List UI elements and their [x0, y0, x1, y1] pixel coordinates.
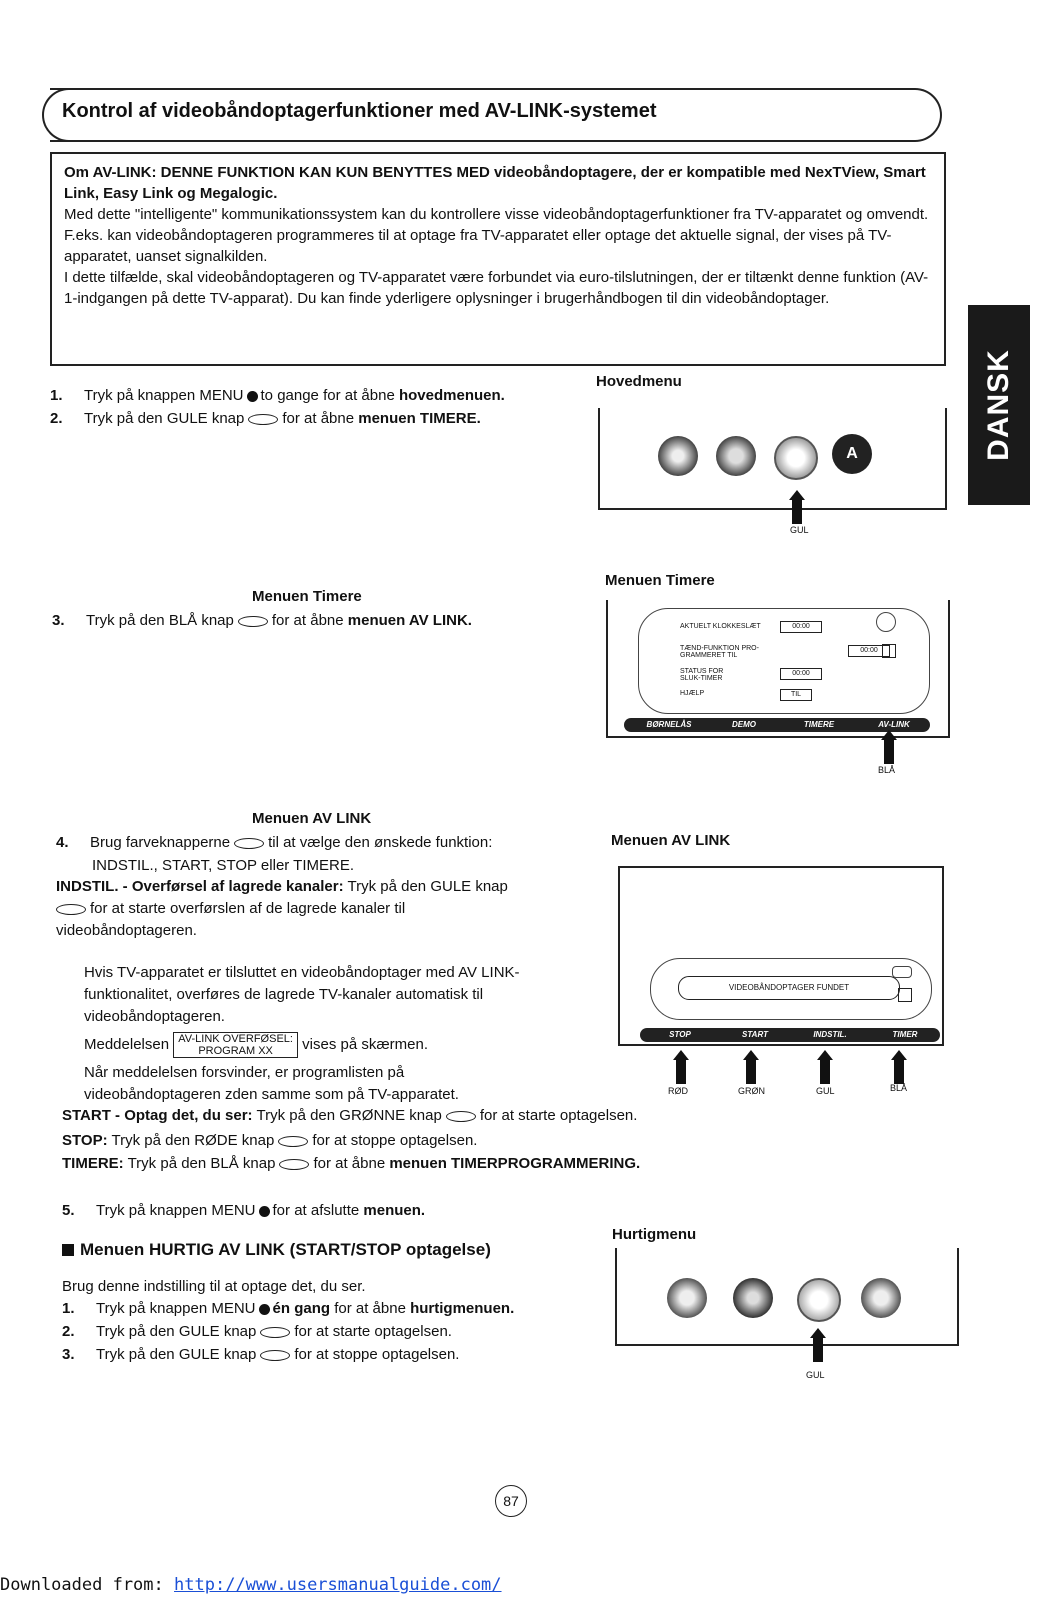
hurtig-intro: Brug denne indstilling til at optage det, du ser. [62, 1278, 366, 1295]
color-button-icon [260, 1327, 290, 1338]
tab-timere: TIMERE [803, 720, 835, 729]
footer-prefix: Downloaded from: [0, 1575, 164, 1595]
step-text: for at åbne [282, 410, 355, 427]
up-arrow-icon [746, 1058, 756, 1084]
menu-button-icon [259, 1206, 270, 1217]
start-label: START - Optag det, du ser: [62, 1107, 253, 1124]
calendar-icon [898, 988, 912, 1002]
calendar-icon [882, 644, 896, 658]
stop-text: Tryk på den RØDE knap [111, 1132, 275, 1149]
message-box [173, 1032, 298, 1058]
step-number: 3. [52, 612, 65, 629]
meddelelse-line [84, 1032, 604, 1058]
step-5 [62, 1200, 662, 1222]
info-box [50, 152, 946, 366]
meddelelse-text: vises på skærmen. [302, 1035, 429, 1053]
menu-value: TIL [780, 689, 812, 701]
step-number: 1. [50, 387, 63, 404]
arrow-label-gul: GUL [816, 1086, 835, 1096]
menu-button-icon [259, 1304, 270, 1315]
step-text: Tryk på den GULE knap [96, 1323, 257, 1340]
vcr-found-message: VIDEOBÅNDOPTAGER FUNDET [678, 976, 900, 1000]
vcr-icon [892, 966, 912, 978]
hvis-paragraph [84, 962, 604, 1028]
timere-label: TIMERE: [62, 1155, 124, 1172]
menu-row: STATUS FOR SLUK-TIMER [680, 668, 724, 682]
up-arrow-icon [676, 1058, 686, 1084]
tab-av-link: AV-LINK [878, 720, 910, 729]
hurtig-step-3 [62, 1344, 622, 1366]
arrow-label: GUL [790, 525, 809, 535]
naar-line: videobåndoptageren zden samme som på TV-apparatet. [84, 1086, 459, 1103]
timere-emphasis: menuen TIMERPROGRAMMERING. [389, 1155, 641, 1172]
tab-stop: STOP [669, 1030, 691, 1039]
step-text: Tryk på den GULE knap [84, 410, 245, 427]
setup-icon: A [832, 434, 872, 474]
up-arrow-icon [884, 738, 894, 764]
up-arrow-icon [813, 1336, 823, 1362]
footer-link[interactable]: http://www.usersmanualguide.com/ [174, 1575, 502, 1595]
indstil-paragraph [56, 876, 616, 942]
picture-icon [667, 1278, 707, 1318]
step-4-options: INDSTIL., START, STOP eller TIMERE. [92, 857, 355, 874]
menu-value: 00:00 [780, 621, 822, 633]
avlink-tabbar [640, 1028, 940, 1042]
menu-button-icon [247, 391, 258, 402]
step-text: for at åbne [334, 1300, 406, 1317]
hvis-line: Hvis TV-apparatet er tilsluttet en videobåndoptager med AV LINK- [84, 964, 520, 981]
step-text: for at åbne [271, 612, 344, 629]
indstil-text: videobåndoptageren. [56, 922, 197, 939]
step-number: 3. [62, 1346, 75, 1363]
timere-text: for at åbne [313, 1155, 386, 1172]
clock-icon [876, 612, 896, 632]
color-button-icon [260, 1350, 290, 1361]
tab-timer: TIMER [892, 1030, 918, 1039]
page-number: 87 [495, 1485, 527, 1517]
timere-line [62, 1153, 782, 1175]
step-emphasis: menuen AV LINK. [347, 612, 472, 629]
vcr-icon [797, 1278, 841, 1322]
avlink-screen [618, 866, 944, 1046]
step-number: 2. [62, 1323, 75, 1340]
step-text: Tryk på den BLÅ knap [86, 612, 234, 629]
indstil-text: for at starte overførslen af de lagrede kanaler til [90, 900, 406, 917]
step-number: 5. [62, 1202, 75, 1219]
step-number: 2. [50, 410, 63, 427]
hurtig-step-2 [62, 1321, 622, 1343]
color-button-icon [248, 414, 278, 425]
naar-line: Når meddelelsen forsvinder, er programlisten på [84, 1064, 405, 1081]
naar-paragraph [84, 1062, 604, 1106]
avlink-heading: Menuen AV LINK [252, 810, 372, 827]
sound-icon [716, 436, 756, 476]
info-paragraph-2: F.eks. kan videobåndoptageren programmeres til at optage fra TV-apparatet eller optage det aktuelle signal, der vises på TV-apparatet, uanset signalkilden. [64, 227, 892, 265]
hvis-line: videobåndoptageren. [84, 1008, 225, 1025]
picture-icon [658, 436, 698, 476]
page-title: Kontrol af videobåndoptagerfunktioner med AV-LINK-systemet [62, 100, 657, 122]
timere-text: Tryk på den BLÅ knap [127, 1155, 276, 1172]
info-paragraph-3: I dette tilfælde, skal videobåndoptageren og TV-apparatet være forbundet via euro-tilslutningen, der er tiltænkt denne funktion (AV-1-indgangen på dette TV-apparat). Du kan finde yderligere oplysninger i brugerhåndbogen til din videobåndoptager. [64, 269, 929, 307]
step-text: Brug farveknapperne [90, 834, 231, 851]
step-emphasis: én gang [272, 1300, 331, 1317]
hurtig-heading: Menuen HURTIG AV LINK (START/STOP optagelse) [80, 1240, 491, 1259]
timer-icon [774, 436, 818, 480]
color-button-icon [238, 616, 268, 627]
step-text: for at afslutte [272, 1202, 360, 1219]
arrow-label-rod: RØD [668, 1086, 688, 1096]
menu-row: HJÆLP [680, 690, 705, 697]
arrow-label: GUL [806, 1370, 825, 1380]
stop-label: STOP: [62, 1132, 108, 1149]
hovedmenu-label: Hovedmenu [596, 373, 682, 390]
stop-text: for at stoppe optagelsen. [312, 1132, 478, 1149]
meddelelse-text: Meddelelsen [84, 1035, 170, 1053]
arrow-label-gron: GRØN [738, 1086, 765, 1096]
step-text: til at vælge den ønskede funktion: [268, 834, 493, 851]
arrow-label-bla: BLÅ [890, 1083, 908, 1093]
color-button-icon [446, 1111, 476, 1122]
step-4 [56, 832, 616, 854]
step-text: Tryk på knappen MENU [96, 1202, 256, 1219]
download-footer [0, 1575, 502, 1595]
up-arrow-icon [894, 1058, 904, 1084]
indstil-text: Tryk på den GULE knap [347, 878, 508, 895]
start-text: for at starte optagelsen. [479, 1107, 638, 1124]
timere-figure-label: Menuen Timere [605, 572, 715, 589]
step-3 [52, 610, 592, 632]
step-1 [50, 385, 590, 407]
color-button-icon [278, 1136, 308, 1147]
step-text: Tryk på knappen MENU [84, 387, 244, 404]
step-emphasis: menuen. [363, 1202, 426, 1219]
step-text: Tryk på den GULE knap [96, 1346, 257, 1363]
tab-indstil: INDSTIL. [813, 1030, 847, 1039]
indstil-label: INDSTIL. - Overførsel af lagrede kanaler: [56, 878, 344, 895]
timere-screen [606, 600, 950, 738]
hovedmenu-screen [598, 408, 947, 510]
step-2 [50, 408, 590, 430]
bullet-square-icon [62, 1244, 74, 1256]
menu-row: TÆND-FUNKTION PRO-GRAMMERET TIL [680, 645, 759, 659]
info-heading: Om AV-LINK: DENNE FUNKTION KAN KUN BENYTTES MED videobåndoptagere, der er kompatible med NexTView, Smart Link, Easy Link og Megalogic. [64, 164, 926, 202]
hurtigmenu-screen [615, 1248, 959, 1346]
message-line: AV-LINK OVERFØSEL: [178, 1033, 293, 1045]
timere-heading: Menuen Timere [252, 588, 362, 605]
step-text: for at stoppe optagelsen. [294, 1346, 460, 1363]
tab-start: START [742, 1030, 768, 1039]
step-number: 4. [56, 834, 69, 851]
start-line [62, 1105, 762, 1127]
stop-line [62, 1130, 762, 1152]
language-tab [968, 305, 1030, 505]
hurtig-step-1 [62, 1298, 622, 1320]
color-button-icon [56, 904, 86, 915]
start-text: Tryk på den GRØNNE knap [256, 1107, 442, 1124]
step-text: Tryk på knappen MENU [96, 1300, 256, 1317]
hurtig-heading-row [62, 1240, 491, 1260]
color-button-icon [234, 838, 264, 849]
menu-row: AKTUELT KLOKKESLÆT [680, 623, 761, 630]
step-text: for at starte optagelsen. [294, 1323, 452, 1340]
avlink-figure-label: Menuen AV LINK [611, 832, 731, 849]
language-tab-label: DANSK [982, 349, 1015, 461]
menu-value: 00:00 [848, 645, 890, 657]
tab-bornelas: BØRNELÅS [646, 720, 692, 729]
message-line: PROGRAM XX [198, 1045, 273, 1057]
step-number: 1. [62, 1300, 75, 1317]
step-emphasis: menuen TIMERE. [358, 410, 481, 427]
hurtigmenu-label: Hurtigmenu [612, 1226, 697, 1243]
up-arrow-icon [792, 498, 802, 524]
tab-demo: DEMO [732, 720, 756, 729]
hvis-line: funktionalitet, overføres de lagrede TV-kanaler automatisk til [84, 986, 484, 1003]
forward-icon [861, 1278, 901, 1318]
step-emphasis: hurtigmenuen. [410, 1300, 515, 1317]
step-text: to gange for at åbne [260, 387, 395, 404]
info-paragraph-1: Med dette "intelligente" kommunikationssystem kan du kontrollere visse videobåndoptagerfunktioner fra TV-apparatet og omvendt. [64, 206, 929, 223]
menu-value: 00:00 [780, 668, 822, 680]
arrow-label: BLÅ [878, 765, 896, 775]
sound-icon [733, 1278, 773, 1318]
step-emphasis: hovedmenuen. [398, 387, 505, 404]
color-button-icon [279, 1159, 309, 1170]
up-arrow-icon [820, 1058, 830, 1084]
